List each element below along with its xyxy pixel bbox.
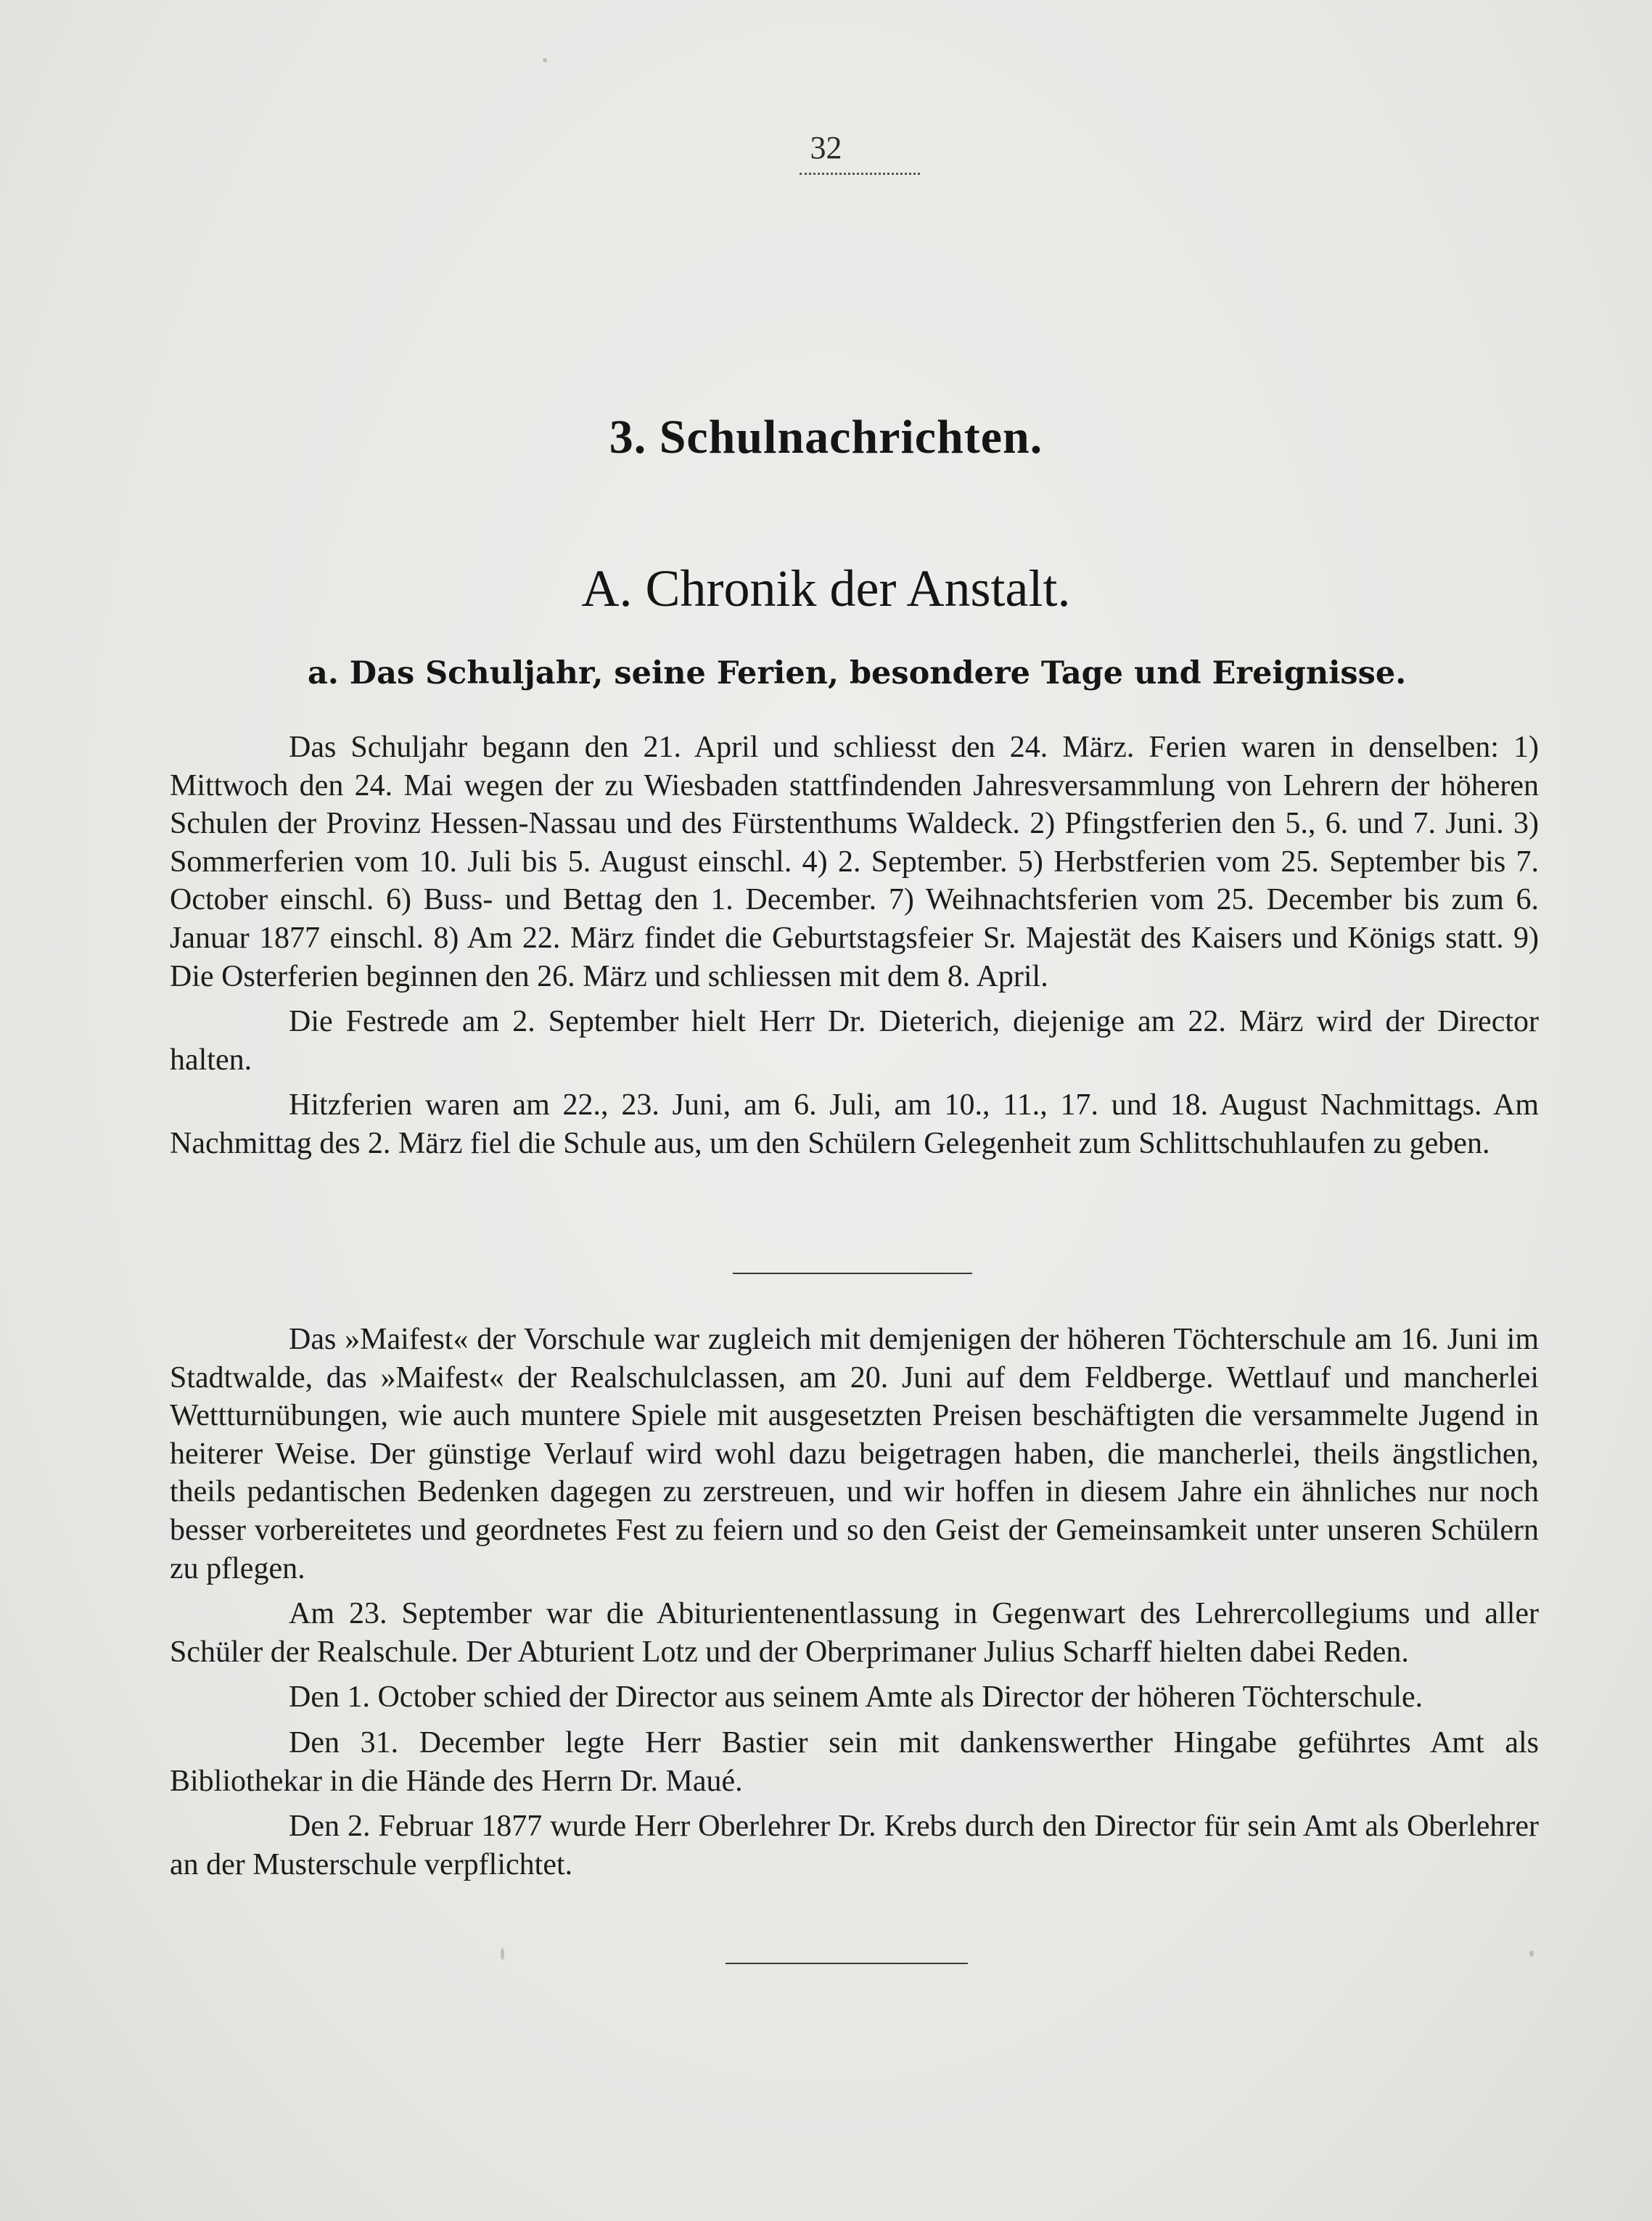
paragraph-director: Den 1. October schied der Director aus seinem Amte als Director der höheren Töchterschule.: [289, 1680, 1423, 1715]
paragraph-bibliothekar: Den 31. December legte Herr Bastier sein mit dankenswerther Hingabe geführtes Amt als Bibliothekar in die Hände des Herrn Dr. Maué.: [170, 1725, 1539, 1798]
sub-heading: a. Das Schuljahr, seine Ferien, besondere Tage und Ereignisse.: [308, 655, 1407, 691]
paragraph-festrede: Die Festrede am 2. September hielt Herr Dr. Dieterich, diejenige am 22. März wird der Director halten.: [170, 1005, 1539, 1077]
chronicle-title: A. Chronik der Anstalt.: [581, 559, 1071, 617]
paragraph-maifest: Das »Maifest« der Vorschule war zugleich mit demjenigen der höheren Töchterschule am 16. Juni im Stadtwalde, das »Maifest« der Realschulclassen, am 20. Juni auf dem Feldberge. Wettlauf und mancherlei Wettturnübungen, wie auch muntere Spiele mit ausgesetzten Preisen beschäftigten die versammelte Jugend in heiterer Weise. Der günstige Verlauf wird wohl dazu beigetragen haben, die mancherlei, theils ängstlichen, theils pedantischen Bedenken dagegen zu zerstreuen, und wir hoffen in diesem Jahre ein ähnliches nur noch besser vorbereitetes und geordnetes Fest zu feiern und so den Geist der Gemeinsamkeit unter unseren Schülern zu pflegen.: [170, 1323, 1539, 1585]
paper-speck: [543, 58, 547, 62]
section-divider: [733, 1273, 972, 1274]
paragraph-abiturienten: Am 23. September war die Abiturientenentlassung in Gegenwart des Lehrercollegiums und aller Schüler der Realschule. Der Abturient Lotz und der Oberprimaner Julius Scharff hielten dabei Reden.: [170, 1597, 1539, 1669]
closing-divider: [726, 1963, 968, 1964]
page-number-ornament: [800, 173, 920, 175]
section-title: 3. Schulnachrichten.: [609, 411, 1043, 464]
paper-speck: [1529, 1950, 1534, 1957]
school-year-section: [170, 728, 1539, 1163]
events-section: [170, 1321, 1539, 1884]
paragraph-krebs: Den 2. Februar 1877 wurde Herr Oberlehrer Dr. Krebs durch den Director für sein Amt als Oberlehrer an der Musterschule verpflichtet.: [170, 1810, 1539, 1881]
paper-speck: [501, 1948, 504, 1960]
paragraph-hitzferien: Hitzferien waren am 22., 23. Juni, am 6. Juli, am 10., 11., 17. und 18. August Nachmittags. Am Nachmittag des 2. März fiel die Schule aus, um den Schülern Gelegenheit zum Schlittschuhlaufen zu geben.: [170, 1088, 1539, 1160]
page-number: 32: [810, 130, 842, 165]
paragraph-holidays: Das Schuljahr begann den 21. April und schliesst den 24. März. Ferien waren in denselben: 1) Mittwoch den 24. Mai wegen der zu Wiesbaden stattfindenden Jahresversammlung von Lehrern der höheren Schulen der Provinz Hessen-Nassau und des Fürstenthums Waldeck. 2) Pfingstferien den 5., 6. und 7. Juni. 3) Sommerferien vom 10. Juli bis 5. August einschl. 4) 2. September. 5) Herbstferien vom 25. September bis 7. October einschl. 6) Buss- und Bettag den 1. December. 7) Weihnachtsferien vom 25. December bis zum 6. Januar 1877 einschl. 8) Am 22. März findet die Geburtstagsfeier Sr. Majestät des Kaisers und Königs statt. 9) Die Osterferien beginnen den 26. März und schliessen mit dem 8. April.: [170, 731, 1539, 993]
